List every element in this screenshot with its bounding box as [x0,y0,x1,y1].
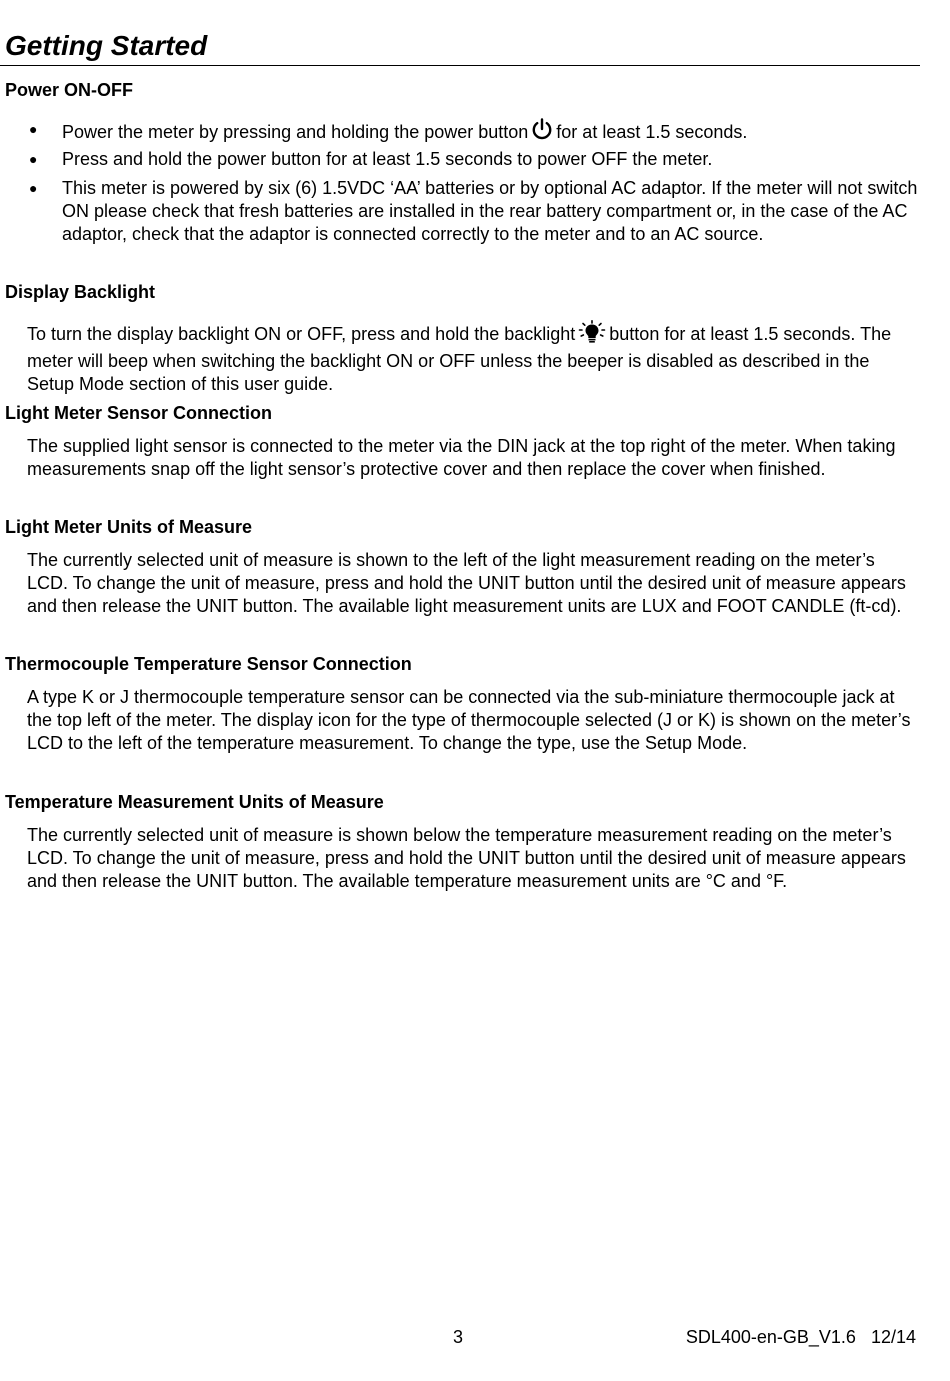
temp-units-paragraph: The currently selected unit of measure is shown below the temperature measurement reading on the meter’s LCD. To change the unit of measure, press and hold the UNIT button until the desired unit of measure appears and then release the UNIT button. The available temperature measurement units are °C and °F. [27,825,906,892]
paragraph-text-after: button for at least 1.5 seconds. The meter will beep when switching the backlight ON or OFF unless the beeper is disabled as described in the Setup Mode section of this user guide. [27,324,892,395]
light-units-paragraph: The currently selected unit of measure is shown to the left of the light measurement reading on the meter’s LCD. To change the unit of measure, press and hold the UNIT button until the desired unit of measure appears and then release the UNIT button. The available light measurement units are LUX and FOOT CANDLE (ft-cd). [27,550,906,617]
backlight-paragraph [27,320,917,397]
paragraph-text-before: To turn the display backlight ON or OFF, press and hold the backlight [27,324,576,344]
page-title: Getting Started [5,30,208,61]
backlight-bulb-icon [578,320,606,350]
bullet-text: This meter is powered by six (6) 1.5VDC ‘AA’ batteries or by optional AC adaptor. If the meter will not switch ON please check that fresh batteries are installed in the rear battery compartment or, in the case of the AC adaptor, check that the adaptor is connected correctly to the meter and to an AC source. [62,178,918,245]
section-heading-light-units: Light Meter Units of Measure [5,517,253,537]
bullet-icon: ● [29,151,38,167]
section-heading-power: Power ON-OFF [5,80,134,100]
bullet-text [62,118,920,148]
bullet-text: Press and hold the power button for at least 1.5 seconds to power OFF the meter. [62,149,713,169]
bullet-icon: ● [29,121,38,137]
footer-page-number: 3 [453,1327,464,1347]
section-heading-thermocouple: Thermocouple Temperature Sensor Connection [5,654,412,674]
section-heading-light-sensor: Light Meter Sensor Connection [5,403,273,423]
bullet-icon: ● [29,180,38,196]
power-icon [531,118,553,148]
light-sensor-paragraph: The supplied light sensor is connected to the meter via the DIN jack at the top right of the meter. When taking measurements snap off the light sensor’s protective cover and then replace the cover when finished. [27,436,896,480]
footer-doc-id: SDL400-en-GB_V1.6 12/14 [685,1327,916,1347]
thermocouple-paragraph: A type K or J thermocouple temperature sensor can be connected via the sub-miniature thermocouple jack at the top left of the meter. The display icon for the type of thermocouple selected (J or K) is shown on the meter’s LCD to the left of the temperature measurement. To change the type, use the Setup Mode. [27,687,911,754]
bullet-text-before: Power the meter by pressing and holding the power button [62,122,529,142]
section-heading-temp-units: Temperature Measurement Units of Measure [5,792,384,812]
section-heading-backlight: Display Backlight [5,282,156,302]
bullet-text-after: for at least 1.5 seconds. [556,122,748,142]
title-divider [0,65,920,66]
